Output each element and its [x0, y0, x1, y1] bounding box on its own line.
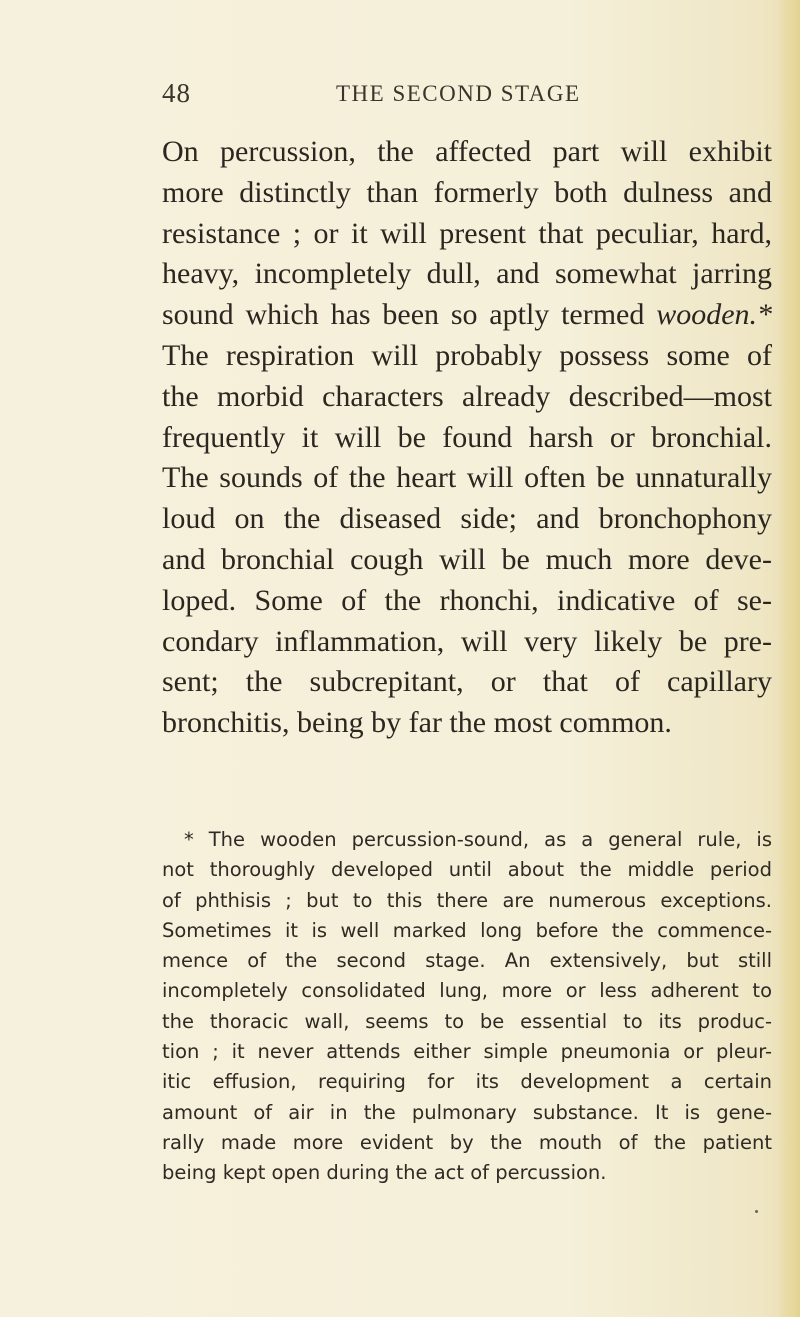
body-paragraph: [162, 132, 772, 744]
paper-speck: [755, 1210, 758, 1213]
page-number: 48: [162, 78, 191, 108]
body-line: heavy, incompletely dull, and somewhat jarring: [162, 257, 772, 291]
body-line-text: sound which has been so aptly termed: [162, 298, 645, 332]
body-line-with-emphasis: [162, 295, 772, 336]
body-line: more distinctly than formerly both dulness and: [162, 175, 772, 209]
body-line: resistance ; or it will present that peculiar, hard,: [162, 216, 772, 250]
footnote-line: being kept open during the act of percussion.: [162, 1161, 607, 1185]
body-line: loped. Some of the rhonchi, indicative of se-: [162, 583, 772, 617]
footnote-line: rally made more evident by the mouth of the patient: [162, 1130, 772, 1154]
footnote-line: incompletely consolidated lung, more or less adherent to: [162, 979, 772, 1003]
body-line: frequently it will be found harsh or bronchial.: [162, 420, 772, 454]
page-edge-shadow: [778, 0, 800, 1317]
footnote: [162, 825, 772, 1189]
emphasis-word: wooden.*: [656, 298, 773, 332]
footnote-line: mence of the second stage. An extensively, but still: [162, 949, 772, 973]
footnote-line: tion ; it never attends either simple pneumonia or pleur-: [162, 1040, 772, 1064]
body-line: On percussion, the affected part will exhibit: [162, 135, 772, 168]
body-line: and bronchial cough will be much more deve-: [162, 542, 772, 576]
body-line: The sounds of the heart will often be unnaturally: [162, 461, 772, 495]
running-head: THE SECOND STAGE: [336, 81, 581, 106]
footnote-line: the thoracic wall, seems to be essential to its produc-: [162, 1009, 772, 1033]
body-line: condary inflammation, will very likely be pre-: [162, 624, 772, 658]
page-header: [0, 78, 800, 118]
body-line: The respiration will probably possess some of: [162, 338, 772, 372]
body-line: loud on the diseased side; and bronchophony: [162, 502, 772, 536]
footnote-line: of phthisis ; but to this there are numerous exceptions.: [162, 888, 772, 912]
body-line: sent; the subcrepitant, or that of capillary: [162, 665, 772, 699]
body-line: bronchitis, being by far the most common.: [162, 706, 672, 740]
body-line: the morbid characters already described—most: [162, 379, 772, 413]
footnote-line: Sometimes it is well marked long before the commence-: [162, 918, 772, 942]
footnote-line: itic effusion, requiring for its development a certain: [162, 1070, 772, 1094]
footnote-line: not thoroughly developed until about the middle period: [162, 858, 772, 882]
footnote-line: amount of air in the pulmonary substance. It is gene-: [162, 1100, 772, 1124]
footnote-line: * The wooden percussion-sound, as a general rule, is: [184, 828, 772, 851]
